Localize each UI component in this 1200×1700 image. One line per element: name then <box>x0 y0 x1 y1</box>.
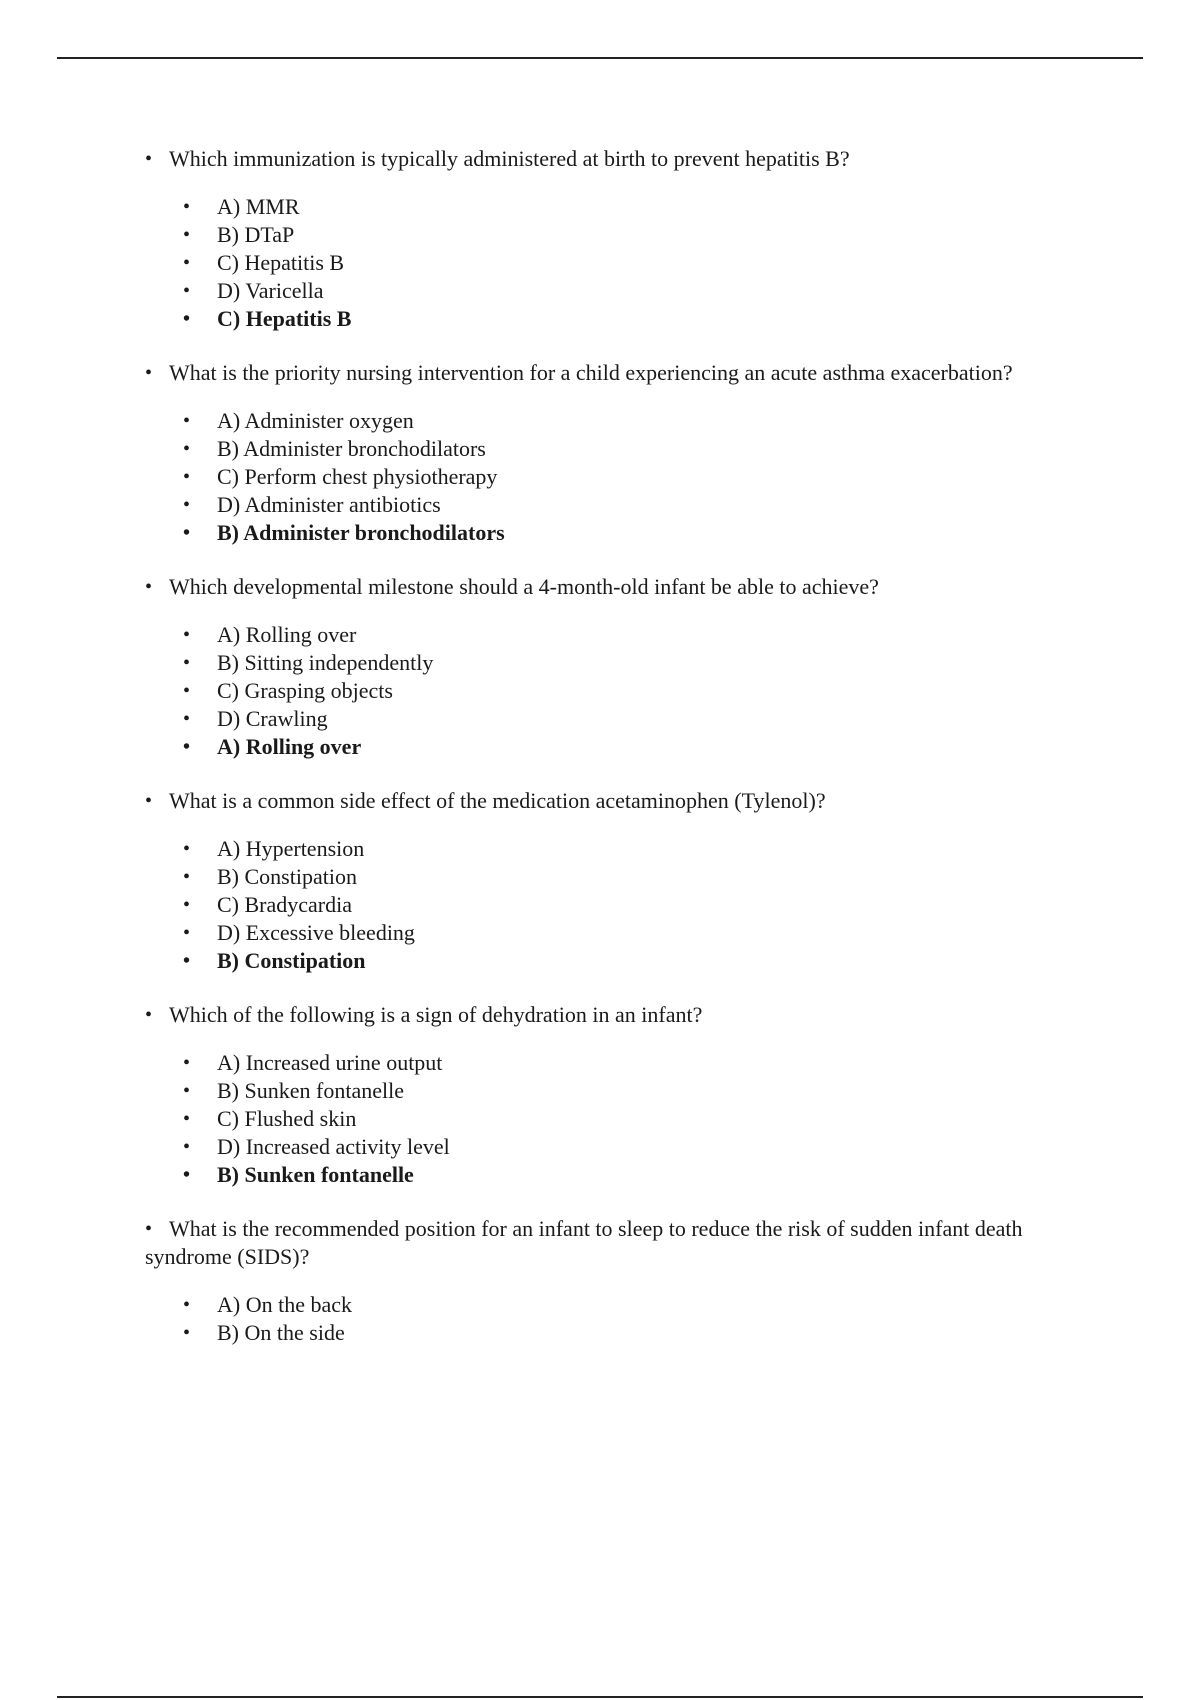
option-item: • C) Flushed skin <box>183 1106 357 1131</box>
bullet-icon: • <box>183 308 191 330</box>
option-item: • D) Varicella <box>183 278 324 303</box>
bullet-icon: • <box>183 866 191 888</box>
bullet-icon: • <box>145 148 153 170</box>
bullet-icon: • <box>145 1218 153 1240</box>
bullet-icon: • <box>183 652 191 674</box>
bullet-icon: • <box>183 1164 191 1186</box>
option-item: • C) Perform chest physiotherapy <box>183 464 498 489</box>
question-text: • Which of the following is a sign of dehydration in an infant? <box>145 1002 703 1027</box>
option-item: • C) Bradycardia <box>183 892 352 917</box>
question-text: • What is a common side effect of the medication acetaminophen (Tylenol)? <box>145 788 826 813</box>
bullet-icon: • <box>183 736 191 758</box>
bullet-icon: • <box>183 280 191 302</box>
question-block <box>145 359 1075 547</box>
question-text: • Which developmental milestone should a 4-month-old infant be able to achieve? <box>145 574 879 599</box>
option-item: • A) Increased urine output <box>183 1050 443 1075</box>
bullet-icon: • <box>145 576 153 598</box>
bullet-icon: • <box>183 224 191 246</box>
bullet-icon: • <box>183 708 191 730</box>
bullet-icon: • <box>145 1004 153 1026</box>
option-item: • D) Increased activity level <box>183 1134 450 1159</box>
question-block <box>145 1001 1075 1189</box>
option-item: • B) On the side <box>183 1320 345 1345</box>
option-item: • A) On the back <box>183 1292 353 1317</box>
bullet-icon: • <box>183 1108 191 1130</box>
bullet-icon: • <box>183 950 191 972</box>
option-item: • B) Sunken fontanelle <box>183 1078 404 1103</box>
options-list <box>145 1049 1075 1189</box>
option-item: • C) Hepatitis B <box>183 250 345 275</box>
question-block <box>145 1215 1075 1347</box>
bottom-rule <box>57 1696 1143 1698</box>
question-text: • What is the priority nursing intervention for a child experiencing an acute asthma exacerbation? <box>145 360 1013 385</box>
options-list <box>145 407 1075 547</box>
bullet-icon: • <box>183 196 191 218</box>
bullet-icon: • <box>183 252 191 274</box>
option-item: • D) Administer antibiotics <box>183 492 441 517</box>
top-rule <box>57 57 1143 59</box>
option-item: • B) Constipation <box>183 864 357 889</box>
option-item: • A) Hypertension <box>183 836 365 861</box>
bullet-icon: • <box>183 624 191 646</box>
question-block <box>145 787 1075 975</box>
bullet-icon: • <box>183 1136 191 1158</box>
bullet-icon: • <box>183 1294 191 1316</box>
bullet-icon: • <box>183 1080 191 1102</box>
question-block <box>145 573 1075 761</box>
bullet-icon: • <box>183 410 191 432</box>
option-item: • A) Administer oxygen <box>183 408 414 433</box>
option-item: • B) Administer bronchodilators <box>183 436 486 461</box>
question-text: • What is the recommended position for an infant to sleep to reduce the risk of sudden infant death syndrome (SIDS)? <box>145 1216 1023 1269</box>
bullet-icon: • <box>183 922 191 944</box>
options-list <box>145 1291 1075 1347</box>
bullet-icon: • <box>183 438 191 460</box>
option-item: • B) DTaP <box>183 222 295 247</box>
quiz-content <box>145 145 1075 1373</box>
bullet-icon: • <box>183 680 191 702</box>
bullet-icon: • <box>183 466 191 488</box>
bullet-icon: • <box>183 494 191 516</box>
option-item: • A) MMR <box>183 194 300 219</box>
bullet-icon: • <box>183 838 191 860</box>
answer-item: • C) Hepatitis B <box>183 306 352 331</box>
bullet-icon: • <box>183 522 191 544</box>
options-list <box>145 621 1075 761</box>
answer-item: • B) Constipation <box>183 948 366 973</box>
question-block <box>145 145 1075 333</box>
bullet-icon: • <box>183 1052 191 1074</box>
bullet-icon: • <box>183 894 191 916</box>
options-list <box>145 193 1075 333</box>
option-item: • D) Crawling <box>183 706 328 731</box>
question-text: • Which immunization is typically administered at birth to prevent hepatitis B? <box>145 146 850 171</box>
bullet-icon: • <box>145 790 153 812</box>
option-item: • C) Grasping objects <box>183 678 393 703</box>
answer-item: • A) Rolling over <box>183 734 362 759</box>
bullet-icon: • <box>145 362 153 384</box>
bullet-icon: • <box>183 1322 191 1344</box>
option-item: • A) Rolling over <box>183 622 357 647</box>
answer-item: • B) Sunken fontanelle <box>183 1162 414 1187</box>
answer-item: • B) Administer bronchodilators <box>183 520 505 545</box>
option-item: • B) Sitting independently <box>183 650 434 675</box>
option-item: • D) Excessive bleeding <box>183 920 415 945</box>
options-list <box>145 835 1075 975</box>
